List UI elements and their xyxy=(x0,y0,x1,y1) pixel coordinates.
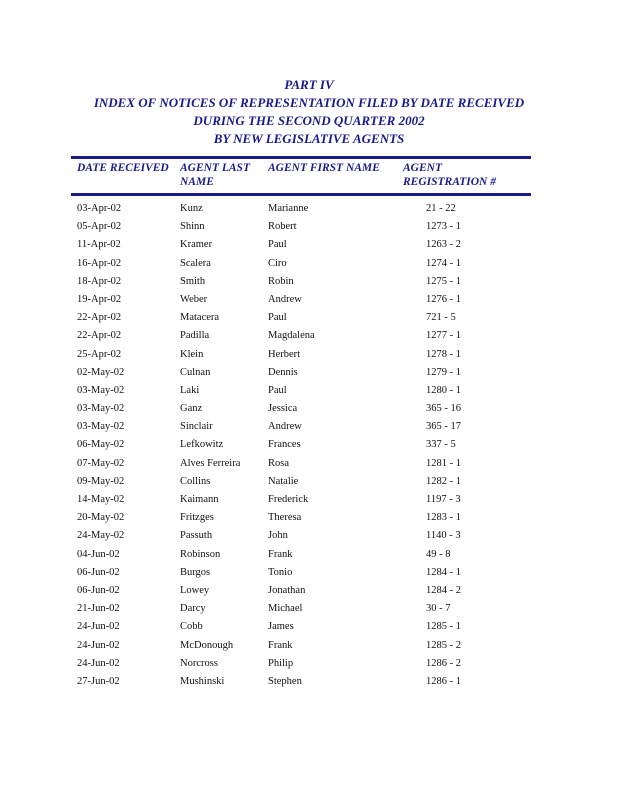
agent-first-name-cell: Herbert xyxy=(268,348,301,360)
agent-last-name-cell: Passuth xyxy=(180,530,213,542)
agent-last-name-cell: Kunz xyxy=(180,203,203,214)
date-received-cell: 24-May-02 xyxy=(77,530,125,542)
date-received-cell: 07-May-02 xyxy=(77,457,125,469)
agent-last-name-cell: Robinson xyxy=(180,548,221,560)
date-received-cell: 02-May-02 xyxy=(77,366,125,378)
date-received-cell: 03-May-02 xyxy=(77,403,125,415)
table-row xyxy=(0,618,618,636)
agent-last-name-cell: Lefkowitz xyxy=(180,439,224,451)
agent-first-name-cell: Stephen xyxy=(268,675,302,687)
table-row xyxy=(0,455,618,473)
registration-number-cell: 1277 - 1 xyxy=(426,330,461,342)
agent-first-name-cell: Robert xyxy=(268,221,297,233)
date-received-cell: 24-Jun-02 xyxy=(77,639,120,651)
table-row xyxy=(0,582,618,600)
registration-number-cell: 30 - 7 xyxy=(426,603,451,615)
registration-number-cell: 1286 - 2 xyxy=(426,657,461,669)
table-row xyxy=(0,473,618,491)
column-header-date: DATE RECEIVED xyxy=(77,162,169,174)
date-received-cell: 25-Apr-02 xyxy=(77,348,122,360)
agent-first-name-cell: Robin xyxy=(268,275,294,287)
index-title: INDEX OF NOTICES OF REPRESENTATION FILED BY DATE RECEIVED xyxy=(93,95,525,110)
date-received-cell: 22-Apr-02 xyxy=(77,330,122,342)
agent-first-name-cell: Frederick xyxy=(268,494,309,505)
registration-number-cell: 1280 - 1 xyxy=(426,384,461,396)
agent-last-name-cell: Smith xyxy=(180,275,206,287)
agents-subtitle: BY NEW LEGISLATIVE AGENTS xyxy=(213,131,405,146)
registration-number-cell: 1286 - 1 xyxy=(426,675,461,687)
header-top-rule xyxy=(71,156,531,159)
table-header xyxy=(0,161,618,191)
agent-first-name-cell: James xyxy=(268,621,294,633)
agent-first-name-cell: Tonio xyxy=(268,566,293,578)
registration-number-cell: 1283 - 1 xyxy=(426,512,461,524)
quarter-subtitle: DURING THE SECOND QUARTER 2002 xyxy=(193,113,425,128)
registration-number-cell: 1284 - 1 xyxy=(426,566,461,578)
date-received-cell: 27-Jun-02 xyxy=(77,675,120,687)
date-received-cell: 22-Apr-02 xyxy=(77,312,122,324)
agent-first-name-cell: Philip xyxy=(268,657,294,669)
table-row xyxy=(0,309,618,327)
registration-number-cell: 365 - 16 xyxy=(426,403,461,415)
registration-number-cell: 337 - 5 xyxy=(426,439,456,451)
table-row xyxy=(0,564,618,582)
table-row xyxy=(0,673,618,691)
document-title-block xyxy=(0,76,618,148)
registration-number-cell: 1278 - 1 xyxy=(426,348,461,360)
agent-first-name-cell: Marianne xyxy=(268,203,309,214)
table-row xyxy=(0,491,618,509)
registration-number-cell: 721 - 5 xyxy=(426,312,456,324)
date-received-cell: 24-Jun-02 xyxy=(77,621,120,633)
table-row xyxy=(0,218,618,236)
agent-last-name-cell: Scalera xyxy=(180,257,211,269)
agent-first-name-cell: Paul xyxy=(268,239,287,251)
registration-number-cell: 1263 - 2 xyxy=(426,239,461,251)
date-received-cell: 06-Jun-02 xyxy=(77,584,120,596)
date-received-cell: 19-Apr-02 xyxy=(77,293,122,305)
table-row xyxy=(0,527,618,545)
table-row xyxy=(0,436,618,454)
date-received-cell: 20-May-02 xyxy=(77,512,125,524)
registration-number-cell: 1284 - 2 xyxy=(426,584,461,596)
agent-last-name-cell: Cobb xyxy=(180,621,203,633)
agent-first-name-cell: Ciro xyxy=(268,257,287,269)
agent-last-name-cell: Kaimann xyxy=(180,494,219,505)
column-header-first-name: AGENT FIRST NAME xyxy=(268,162,380,174)
agent-first-name-cell: Natalie xyxy=(268,475,299,487)
table-row xyxy=(0,655,618,673)
registration-number-cell: 1274 - 1 xyxy=(426,257,461,269)
table-row xyxy=(0,200,618,218)
table-row xyxy=(0,255,618,273)
agent-first-name-cell: Rosa xyxy=(268,457,289,469)
table-row xyxy=(0,291,618,309)
table-row xyxy=(0,600,618,618)
column-header-registration xyxy=(403,161,513,189)
table-body xyxy=(0,200,618,691)
agent-last-name-cell: Klein xyxy=(180,348,204,360)
agent-last-name-cell: Culnan xyxy=(180,366,211,378)
date-received-cell: 18-Apr-02 xyxy=(77,275,122,287)
table-row xyxy=(0,509,618,527)
agent-first-name-cell: Frank xyxy=(268,548,293,560)
date-received-cell: 04-Jun-02 xyxy=(77,548,120,560)
agent-last-name-cell: Alves Ferreira xyxy=(180,457,241,469)
agent-first-name-cell: Theresa xyxy=(268,512,302,524)
date-received-cell: 09-May-02 xyxy=(77,475,125,487)
agent-first-name-cell: Jessica xyxy=(268,403,298,415)
date-received-cell: 24-Jun-02 xyxy=(77,657,120,669)
date-received-cell: 03-May-02 xyxy=(77,384,125,396)
registration-number-cell: 365 - 17 xyxy=(426,421,461,433)
agent-last-name-cell: Kramer xyxy=(180,239,213,251)
registration-number-cell: 1273 - 1 xyxy=(426,221,461,233)
registration-number-cell: 1281 - 1 xyxy=(426,457,461,469)
table-row xyxy=(0,418,618,436)
agent-last-name-cell: Laki xyxy=(180,384,200,396)
table-row xyxy=(0,382,618,400)
registration-number-cell: 1285 - 2 xyxy=(426,639,461,651)
agent-first-name-cell: Jonathan xyxy=(268,584,306,596)
agent-first-name-cell: Michael xyxy=(268,603,303,615)
agent-last-name-cell: Darcy xyxy=(180,603,206,615)
table-row xyxy=(0,273,618,291)
header-bottom-rule xyxy=(71,193,531,196)
agent-last-name-cell: Burgos xyxy=(180,566,211,578)
agent-first-name-cell: John xyxy=(268,530,288,542)
table-row xyxy=(0,546,618,564)
table-row xyxy=(0,364,618,382)
agent-first-name-cell: Andrew xyxy=(268,293,302,305)
column-header-registration-line1: AGENT xyxy=(403,162,442,174)
date-received-cell: 14-May-02 xyxy=(77,494,125,505)
agent-last-name-cell: Mushinski xyxy=(180,675,225,687)
date-received-cell: 16-Apr-02 xyxy=(77,257,122,269)
date-received-cell: 06-May-02 xyxy=(77,439,125,451)
agent-last-name-cell: McDonough xyxy=(180,639,234,651)
agent-last-name-cell: Weber xyxy=(180,293,208,305)
agent-first-name-cell: Frank xyxy=(268,639,293,651)
column-header-last-name-line1: AGENT LAST xyxy=(180,162,250,174)
agent-first-name-cell: Paul xyxy=(268,384,287,396)
registration-number-cell: 1140 - 3 xyxy=(426,530,461,542)
agent-last-name-cell: Lowey xyxy=(180,584,210,596)
column-header-last-name-line2: NAME xyxy=(180,176,214,188)
column-header-last-name xyxy=(180,161,260,189)
agent-last-name-cell: Ganz xyxy=(180,403,203,415)
date-received-cell: 03-Apr-02 xyxy=(77,203,122,214)
registration-number-cell: 1275 - 1 xyxy=(426,275,461,287)
agent-last-name-cell: Padilla xyxy=(180,330,210,342)
agent-first-name-cell: Magdalena xyxy=(268,330,315,342)
registration-number-cell: 21 - 22 xyxy=(426,203,456,214)
column-header-registration-line2: REGISTRATION # xyxy=(403,176,496,188)
agent-last-name-cell: Matacera xyxy=(180,312,220,324)
table-row xyxy=(0,400,618,418)
date-received-cell: 03-May-02 xyxy=(77,421,125,433)
table-row xyxy=(0,236,618,254)
table-row xyxy=(0,327,618,345)
registration-number-cell: 1279 - 1 xyxy=(426,366,461,378)
part-heading: PART IV xyxy=(284,77,334,92)
agent-first-name-cell: Frances xyxy=(268,439,301,451)
table-row xyxy=(0,637,618,655)
date-received-cell: 21-Jun-02 xyxy=(77,603,120,615)
registration-number-cell: 1276 - 1 xyxy=(426,293,461,305)
agent-first-name-cell: Dennis xyxy=(268,366,298,378)
table-row xyxy=(0,346,618,364)
agent-last-name-cell: Fritzges xyxy=(180,512,214,524)
agent-last-name-cell: Norcross xyxy=(180,657,218,669)
registration-number-cell: 1197 - 3 xyxy=(426,494,461,505)
date-received-cell: 05-Apr-02 xyxy=(77,221,122,233)
date-received-cell: 11-Apr-02 xyxy=(77,239,121,251)
date-received-cell: 06-Jun-02 xyxy=(77,566,120,578)
registration-number-cell: 1282 - 1 xyxy=(426,475,461,487)
agent-first-name-cell: Paul xyxy=(268,312,287,324)
registration-number-cell: 1285 - 1 xyxy=(426,621,461,633)
agent-last-name-cell: Shinn xyxy=(180,221,205,233)
registration-number-cell: 49 - 8 xyxy=(426,548,451,560)
agent-first-name-cell: Andrew xyxy=(268,421,302,433)
agent-last-name-cell: Sinclair xyxy=(180,421,213,433)
agent-last-name-cell: Collins xyxy=(180,475,211,487)
